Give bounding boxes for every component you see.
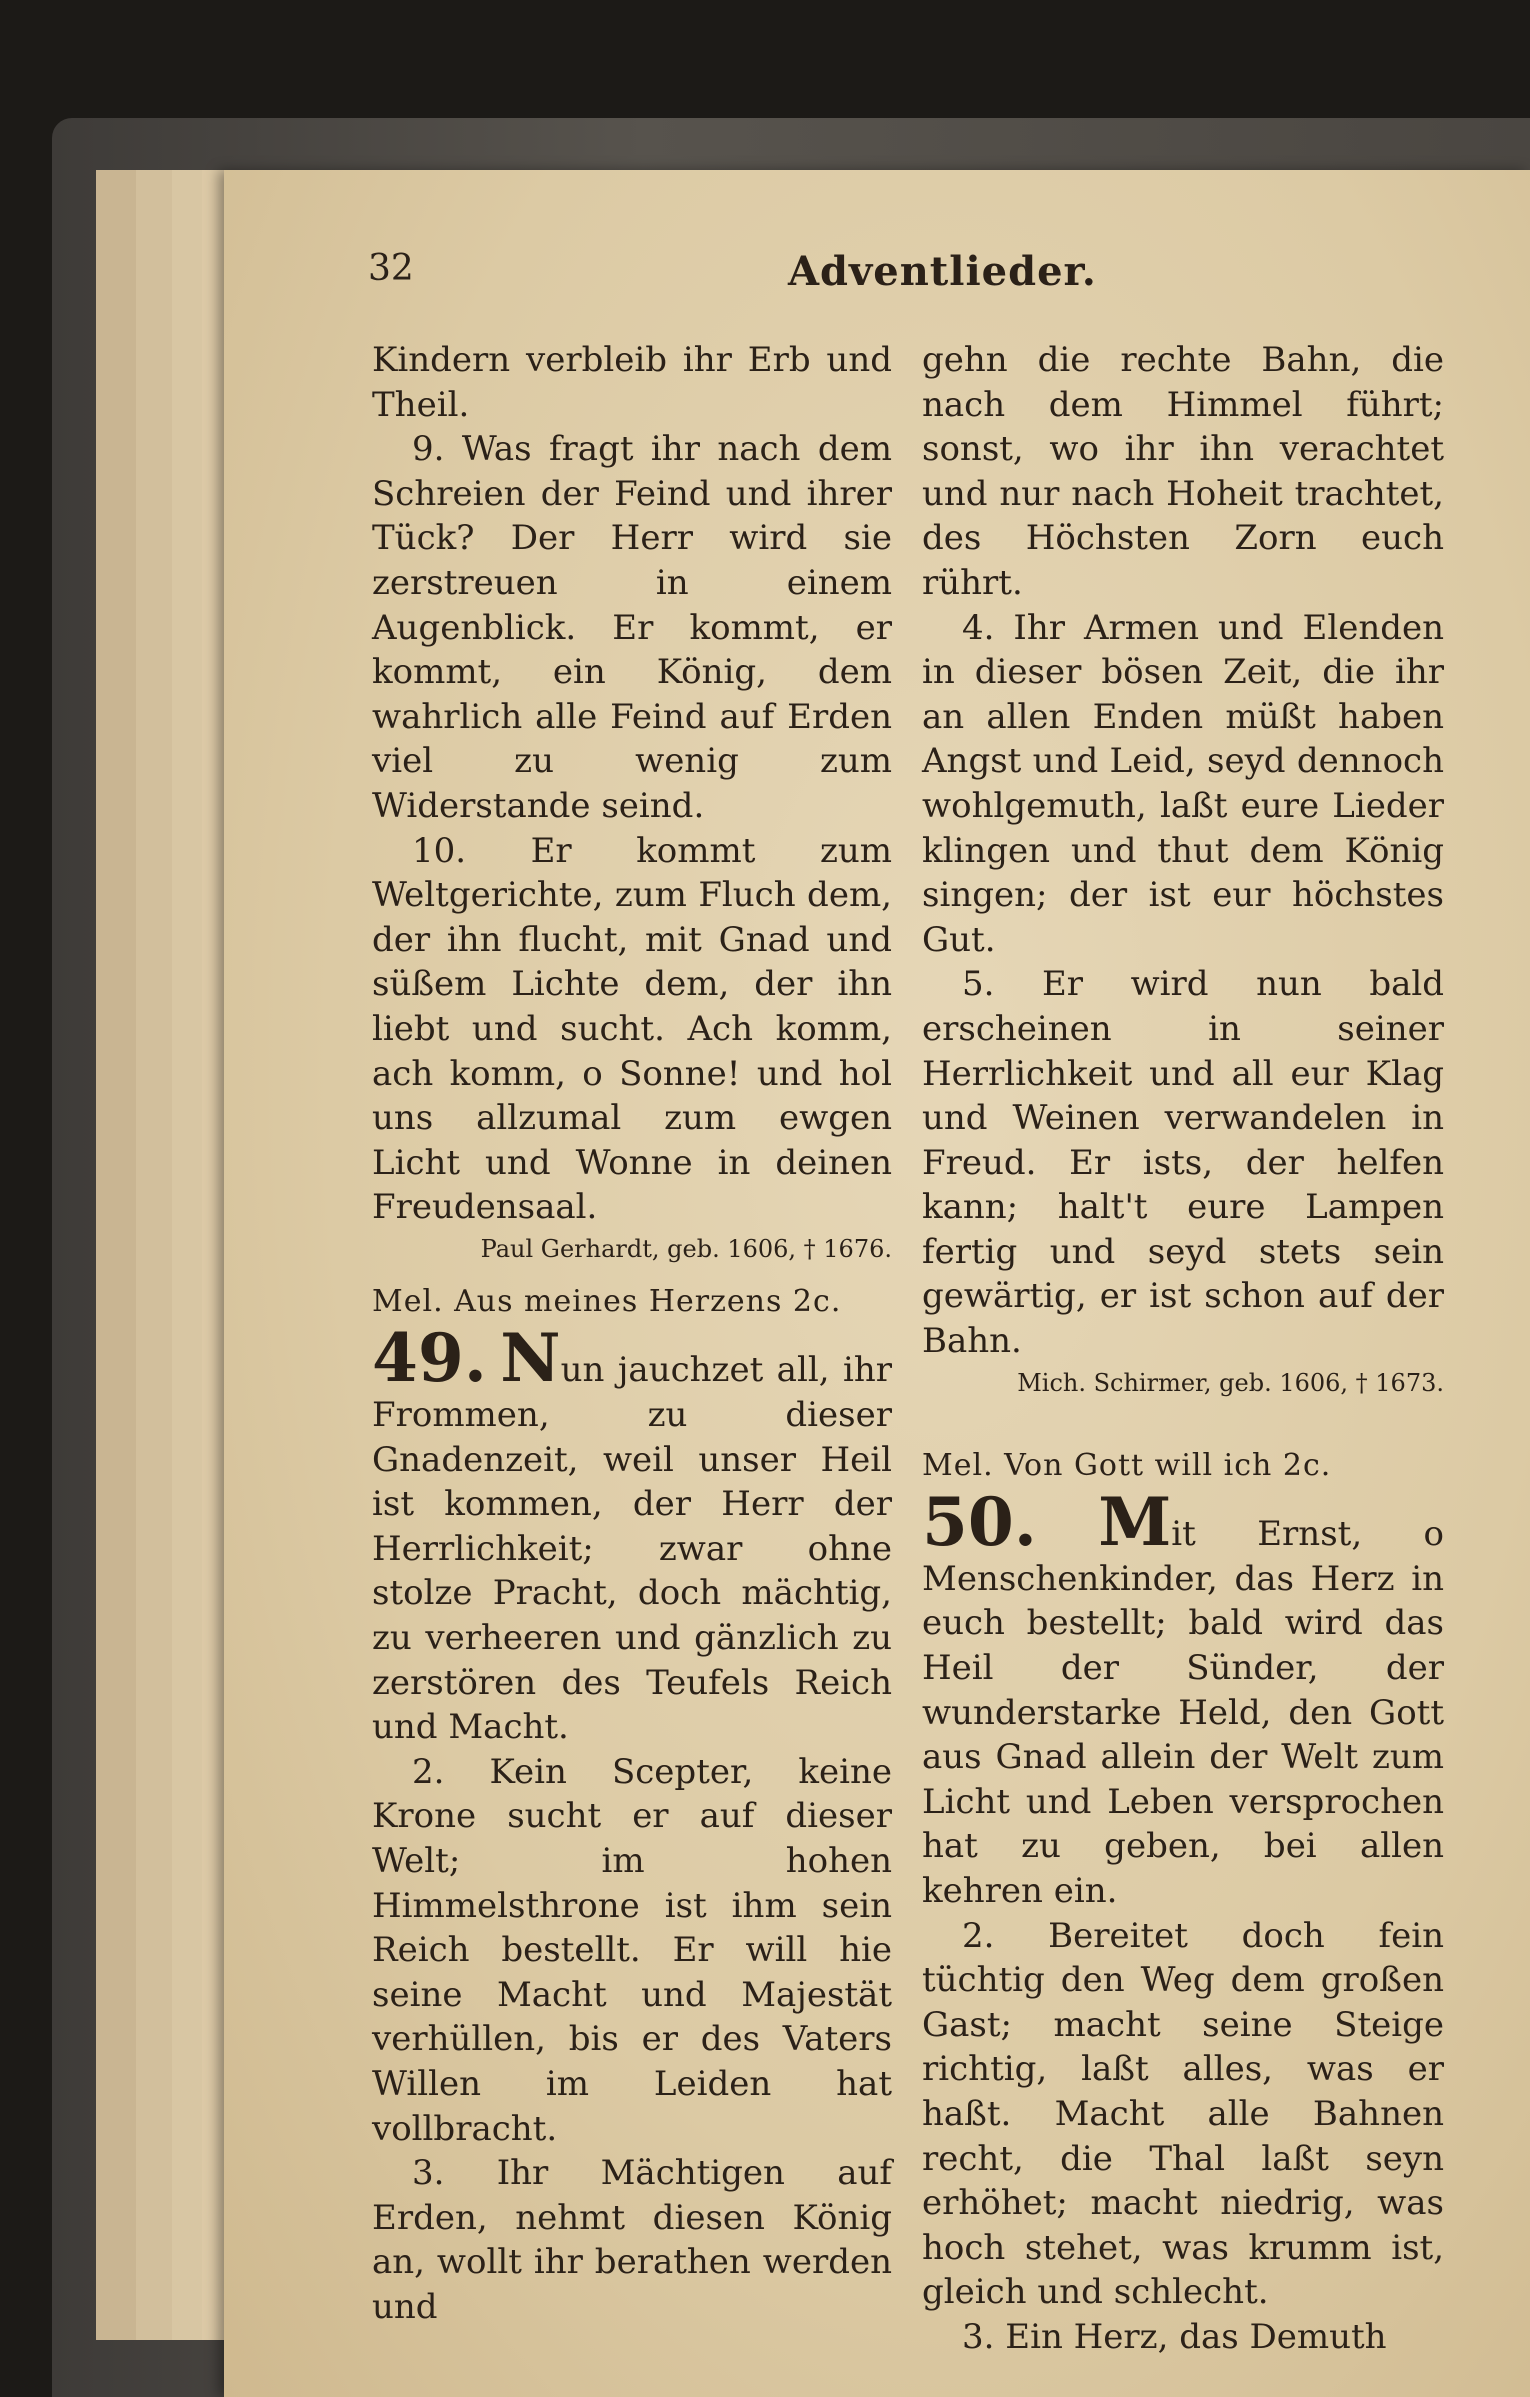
hymn-49-verse-2: 2. Kein Scepter, keine Krone sucht er auf dieser Welt; im hohen Himmelsthrone ist ihm sein Reich bestellt. Er will hie seine Macht und Majestät verhüllen, bis er des Vaters Willen im Leiden hat vollbracht. [372,1751,892,2149]
verse-5 [922,962,1444,1363]
drop-initial: M [1098,1483,1172,1562]
hymn-49-verse-3: 3. Ihr Mächtigen auf Erden, nehmt diesen König an, wollt ihr berathen werden und [372,2153,892,2327]
verse-text: un jauchzet all, ihr Frommen, zu dieser Gnadenzeit, weil unser Heil ist kommen, der Herr der Herrlichkeit; zwar ohne stolze Pracht, doch mächtig, zu verheeren und gänzlich zu zerstören des Teufels Reich und Macht. [372,1350,892,1748]
author-attribution: Paul Gerhardt, geb. 1606, † 1676. [480,1234,892,1263]
verse-text: it Ernst, o Menschenkinder, das Herz in euch bestellt; bald wird das Heil der Sünder, der wunderstarke Held, den Gott aus Gnad allein der Welt zum Licht und Leben versprochen hat zu geben, bei allen kehren ein. [922,1514,1444,1911]
verse-continuation: Kindern verbleib ihr Erb und Theil. [372,340,892,425]
drop-initial: N [500,1319,561,1398]
hymn-50-verse-2: 2. Bereitet doch fein tüchtig den Weg dem großen Gast; macht seine Steige richtig, laßt alles, was er haßt. Macht alle Bahnen recht, die Thal laßt seyn erhöhet; macht niedrig, was hoch stehet, was krumm ist, gleich und schlecht. [922,1915,1444,2313]
verse-10: 10. Er kommt zum Weltgerichte, zum Fluch dem, der ihn flucht, mit Gnad und süßem Lichte dem, der ihn liebt und sucht. Ach komm, ach komm, o Sonne! und hol uns allzumal zum ewgen Licht und Wonne in deinen Freudensaal. [372,830,892,1228]
page-header [368,248,1438,308]
hymn-50-verse-3: 3. Ein Herz, das Demuth [962,2316,1387,2357]
melody-note: Mel. Von Gott will ich 2c. [922,1447,1332,1483]
page-edge [172,170,204,2340]
spacer [922,1414,1444,1436]
right-column [922,338,1444,2360]
melody-note: Mel. Aus meines Herzens 2c. [372,1283,842,1319]
verse-continuation: gehn die rechte Bahn, die nach dem Himmel führt; sonst, wo ihr ihn verachtet und nur nach Hoheit trachtet, des Höchsten Zorn euch rührt. [922,340,1444,603]
hymn-50-verse-1 [922,1483,1444,1913]
author-attribution: Mich. Schirmer, geb. 1606, † 1673. [1017,1368,1444,1397]
page-edge [96,170,138,2340]
running-head: Adventlieder. [788,248,1097,295]
page-edge [136,170,174,2340]
hymn-49-verse-1 [372,1319,892,1749]
page-number: 32 [368,248,414,289]
verse-9: 9. Was fragt ihr nach dem Schreien der Feind und ihrer Tück? Der Herr wird sie zerstreuen in einem Augenblick. Er kommt, er kommt, ein König, dem wahrlich alle Feind auf Erden viel zu wenig zum Widerstande seind. [372,429,892,826]
verse-4: 4. Ihr Armen und Elenden in dieser bösen Zeit, die ihr an allen Enden müßt haben Angst und Leid, seyd dennoch wohlgemuth, laßt eure Lieder klingen und thut dem König singen; der ist eur höchstes Gut. [922,607,1444,960]
hymn-number: 50. [922,1483,1037,1562]
verse-text: 5. Er wird nun bald erscheinen in seiner Herrlichkeit und all eur Klag und Weinen verwandelen in Freud. Er ists, der helfen kann; halt't eure Lampen fertig und seyd stets sein gewärtig, er ist schon auf der Bahn. [922,964,1444,1362]
left-column [372,338,892,2330]
hymn-number: 49. [372,1319,487,1398]
